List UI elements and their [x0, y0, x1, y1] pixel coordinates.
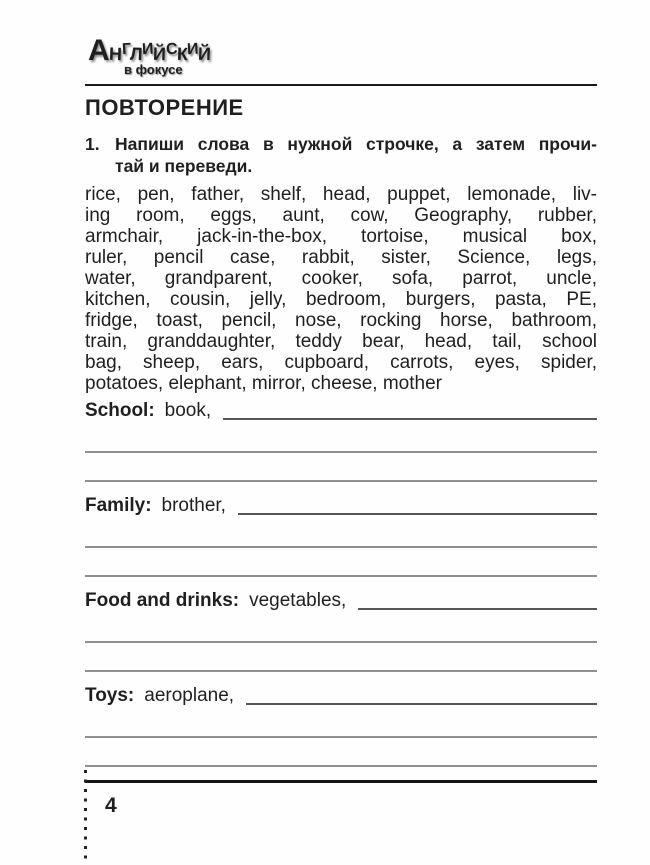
write-in-line [238, 513, 597, 515]
word-list-line: ing room, eggs, aunt, cow, Geography, rubber, [85, 205, 597, 226]
exercise-instruction-text [115, 133, 597, 177]
write-in-line [246, 703, 597, 705]
logo-subtitle: в фокусе [124, 62, 183, 77]
write-in-line [85, 736, 597, 738]
category-row [85, 495, 597, 519]
category-label: School: [85, 400, 155, 421]
word-list-line: armchair, jack-in-the-box, tortoise, musical box, [85, 226, 597, 247]
category-label: Toys: [85, 685, 135, 706]
write-in-line [85, 546, 597, 548]
logo-title: АНГЛИЙСКИЙ [88, 34, 212, 67]
exercise-number: 1. [85, 134, 100, 154]
category-row [85, 590, 597, 614]
write-in-line [85, 641, 597, 643]
word-list-line: kitchen, cousin, jelly, bedroom, burgers, pasta, PE, [85, 289, 597, 310]
category-example: book, [164, 400, 212, 421]
write-in-line [358, 608, 597, 610]
page-number: 4 [105, 794, 117, 817]
word-list-line: rice, pen, father, shelf, head, puppet, lemonade, liv- [85, 184, 597, 205]
page-title: ПОВТОРЕНИЕ [85, 95, 244, 120]
exercise-instruction [85, 133, 597, 177]
write-in-line [85, 480, 597, 482]
category-food-and-drinks [85, 590, 597, 672]
write-in-line [85, 670, 597, 672]
instruction-line: тай и переведи. [115, 156, 253, 176]
category-row [85, 400, 597, 424]
category-example: brother, [161, 495, 226, 516]
category-label: Food and drinks: [85, 590, 240, 611]
category-toys [85, 685, 597, 767]
word-list [85, 184, 597, 394]
category-family [85, 495, 597, 577]
word-list-line: bag, sheep, ears, cupboard, carrots, eyes, spider, [85, 352, 597, 373]
word-list-line: water, grandparent, cooker, sofa, parrot, uncle, [85, 268, 597, 289]
category-school [85, 400, 597, 482]
category-row [85, 685, 597, 709]
spotlight-logo [88, 36, 650, 77]
instruction-line: Напиши слова в нужной строчке, а затем прочи- [115, 134, 597, 154]
write-in-line [223, 418, 597, 420]
word-list-line: potatoes, elephant, mirror, cheese, mother [85, 373, 442, 394]
dotted-margin-line [84, 770, 87, 865]
footer-divider [85, 780, 597, 783]
word-list-line: fridge, toast, pencil, nose, rocking horse, bathroom, [85, 310, 597, 331]
category-example: vegetables, [249, 590, 347, 611]
category-example: aeroplane, [144, 685, 235, 706]
write-in-line [85, 575, 597, 577]
write-in-line [85, 765, 597, 767]
category-label: Family: [85, 495, 152, 516]
word-list-line: train, granddaughter, teddy bear, head, tail, school [85, 331, 597, 352]
write-in-line [85, 451, 597, 453]
word-list-line: ruler, pencil case, rabbit, sister, Science, legs, [85, 247, 597, 268]
header-divider [85, 84, 597, 86]
